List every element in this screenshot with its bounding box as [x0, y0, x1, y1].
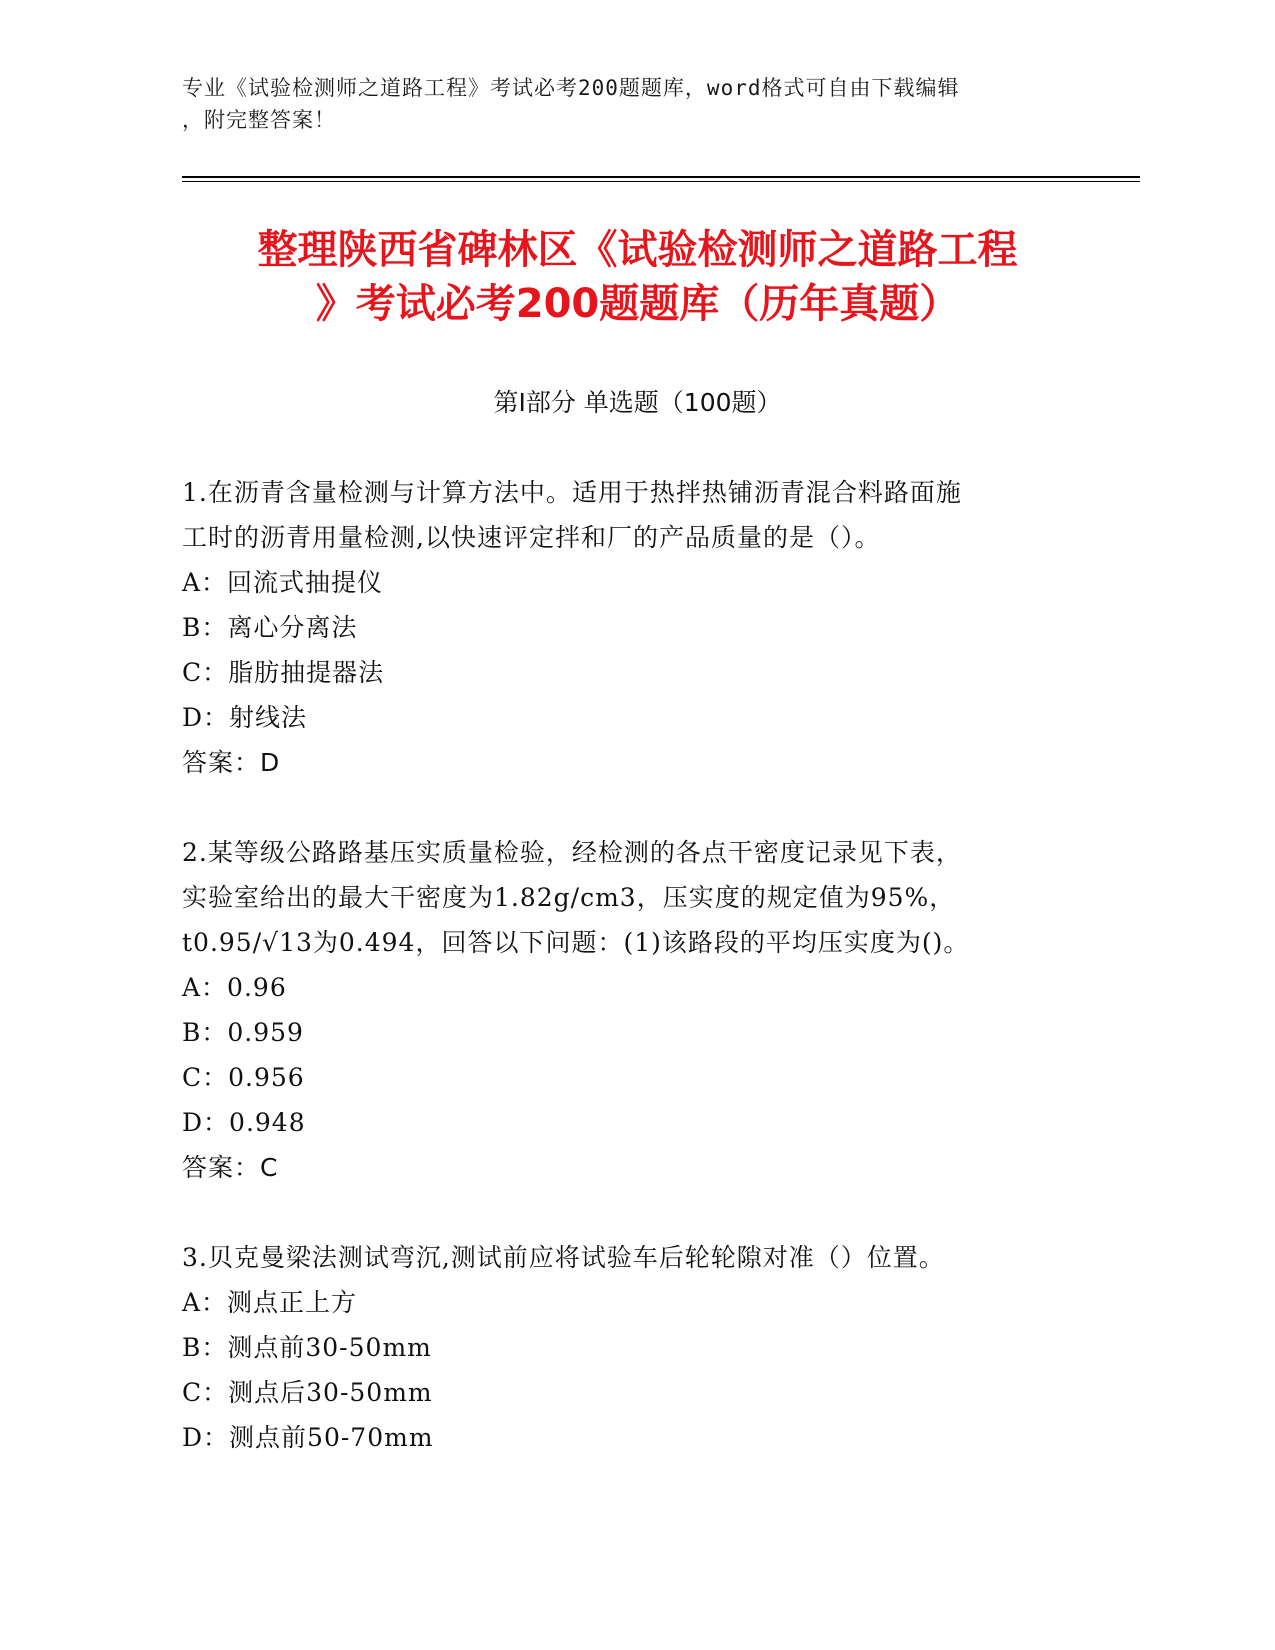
option-a: A：0.96: [182, 973, 287, 1002]
option-b: B：测点前30-50mm: [182, 1333, 432, 1362]
option-b: B：离心分离法: [182, 613, 358, 642]
question-text: 2.某等级公路路基压实质量检验，经检测的各点干密度记录见下表，: [182, 838, 962, 867]
header-line-1: 专业《试验检测师之道路工程》考试必考200题题库，word格式可自由下载编辑: [182, 76, 960, 100]
option-d: D：测点前50-70mm: [182, 1423, 434, 1452]
question-text: 1.在沥青含量检测与计算方法中。适用于热拌热铺沥青混合料路面施: [182, 478, 962, 507]
answer: 答案：C: [182, 1153, 279, 1182]
document-header: [182, 72, 1062, 136]
option-d: D：射线法: [182, 703, 308, 732]
option-d: D：0.948: [182, 1108, 306, 1137]
option-a: A：回流式抽提仪: [182, 568, 384, 597]
header-divider-thick: [182, 176, 1140, 178]
question-text: 工时的沥青用量检测,以快速评定拌和厂的产品质量的是（）。: [182, 523, 881, 552]
option-c: C：测点后30-50mm: [182, 1378, 433, 1407]
question-1: [182, 470, 1062, 785]
option-b: B：0.959: [182, 1018, 304, 1047]
question-text: 实验室给出的最大干密度为1.82g/cm3，压实度的规定值为95%，: [182, 883, 956, 912]
title-line-1: 整理陕西省碑林区《试验检测师之道路工程: [257, 227, 1018, 273]
question-3: [182, 1235, 1062, 1460]
option-c: C：脂肪抽提器法: [182, 658, 385, 687]
option-c: C：0.956: [182, 1063, 305, 1092]
answer: 答案：D: [182, 748, 281, 777]
option-a: A：测点正上方: [182, 1288, 358, 1317]
question-2: [182, 830, 1062, 1190]
title-line-2: 》考试必考200题题库（历年真题）: [315, 281, 960, 327]
header-divider-thin: [182, 181, 1140, 182]
question-text: t0.95/√13为0.494，回答以下问题：(1)该路段的平均压实度为()。: [182, 928, 970, 957]
document-title: [130, 223, 1145, 331]
header-line-2: ，附完整答案！: [182, 108, 336, 132]
question-text: 3.贝克曼梁法测试弯沉,测试前应将试验车后轮轮隙对准（）位置。: [182, 1243, 945, 1272]
section-title: 第Ⅰ部分 单选题（100题）: [493, 388, 782, 417]
